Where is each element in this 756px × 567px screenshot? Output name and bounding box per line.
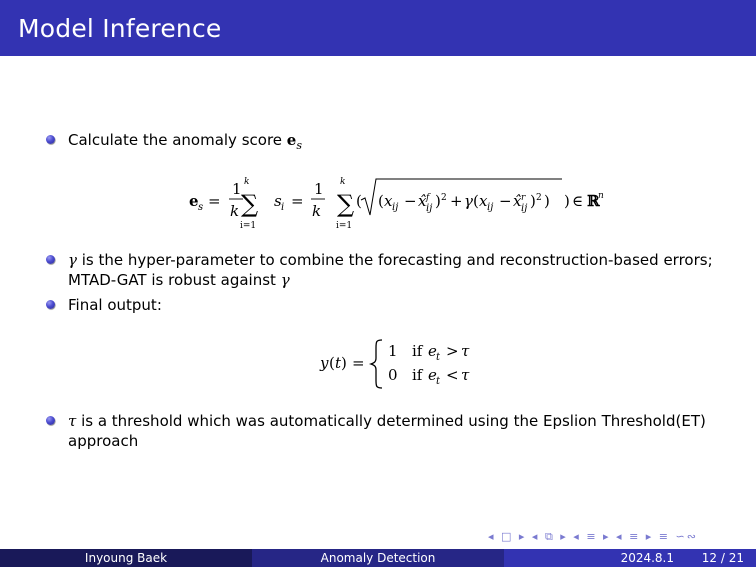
svg-text:γ: γ (464, 192, 473, 210)
svg-text:x: x (384, 192, 393, 210)
svg-text:ij: ij (426, 203, 433, 214)
beamer-navigation-icons[interactable]: ◂ □ ▸ ◂ ⧉ ▸ ◂ ≡ ▸ ◂ ≡ ▸ ≡ ∽∾ (488, 530, 698, 543)
footer-page-number: 12 / 21 (674, 549, 756, 567)
svg-text:∈: ∈ (572, 192, 584, 210)
svg-text:k: k (340, 177, 346, 187)
svg-text:>: > (446, 342, 459, 360)
output-equation (318, 336, 518, 396)
svg-text:s: s (198, 202, 204, 213)
bullet-icon (46, 255, 55, 264)
svg-text:t: t (335, 354, 342, 372)
svg-text:0: 0 (388, 366, 398, 384)
svg-text:if: if (412, 366, 423, 384)
svg-text:e: e (189, 192, 199, 210)
bullet-icon (46, 135, 55, 144)
svg-text:): ) (435, 192, 441, 210)
svg-text:1: 1 (232, 180, 242, 198)
svg-text:=: = (208, 192, 221, 210)
svg-text:ℝ: ℝ (587, 192, 600, 210)
svg-text:2: 2 (441, 193, 447, 203)
anomaly-score-equation (186, 176, 646, 236)
svg-text:k: k (244, 177, 250, 187)
svg-text:y: y (320, 354, 329, 372)
svg-text:(: ( (473, 192, 479, 210)
bullet-icon (46, 416, 55, 425)
footer-bar (0, 549, 756, 567)
svg-text:(: ( (329, 354, 335, 372)
svg-text:s: s (274, 192, 282, 210)
slide-title: Model Inference (18, 14, 222, 43)
svg-text:+: + (450, 192, 463, 210)
svg-text:τ: τ (461, 366, 470, 384)
svg-text:i=1: i=1 (240, 221, 257, 231)
tau-symbol: τ (68, 412, 77, 430)
svg-text:ij: ij (392, 202, 399, 213)
gamma-symbol: γ (68, 251, 77, 269)
svg-text:−: − (404, 192, 417, 210)
svg-text:t: t (436, 376, 441, 387)
svg-text:): ) (341, 354, 347, 372)
svg-text:1: 1 (314, 180, 324, 198)
svg-text:): ) (564, 192, 570, 210)
svg-text:i=1: i=1 (336, 221, 353, 231)
svg-text:k: k (312, 202, 322, 220)
bullet-4-line-2: approach (68, 432, 139, 450)
title-bar (0, 0, 756, 56)
gamma-symbol: γ (280, 271, 290, 289)
bullet-1-label: Calculate the anomaly score (68, 131, 283, 149)
svg-text:x: x (479, 192, 488, 210)
svg-text:∑: ∑ (337, 190, 355, 218)
svg-text:n: n (598, 191, 604, 201)
footer-topic: Anomaly Detection (252, 549, 504, 567)
svg-text:f: f (426, 193, 430, 203)
bullet-2-line-1: γ is the hyper-parameter to combine the forecasting and reconstruction-based errors; (68, 251, 713, 269)
footer-date: 2024.8.1 (504, 549, 674, 567)
svg-text:x̂: x̂ (513, 192, 522, 210)
svg-text:−: − (499, 192, 512, 210)
svg-text:ij: ij (521, 203, 528, 214)
svg-text:(: ( (356, 192, 362, 210)
svg-text:k: k (230, 202, 240, 220)
svg-text:1: 1 (388, 342, 398, 360)
svg-text:τ: τ (461, 342, 470, 360)
svg-text:): ) (530, 192, 536, 210)
footer-author: Inyoung Baek (0, 549, 252, 567)
svg-text:): ) (544, 192, 550, 210)
svg-text:=: = (352, 354, 365, 372)
svg-text:e: e (428, 366, 437, 384)
bullet-1-text (68, 130, 302, 156)
svg-text:ij: ij (487, 202, 494, 213)
svg-text:x̂: x̂ (418, 192, 427, 210)
bullet-3-text: Final output: (68, 296, 162, 314)
svg-text:t: t (436, 352, 441, 363)
svg-text:e: e (428, 342, 437, 360)
bullet-icon (46, 300, 55, 309)
bullet-2-line-2: MTAD-GAT is robust against γ (68, 271, 290, 289)
score-symbol: $e_s$ (286, 131, 302, 152)
svg-text:if: if (412, 342, 423, 360)
svg-text:<: < (446, 366, 459, 384)
svg-text:i: i (281, 202, 285, 213)
svg-text:=: = (291, 192, 304, 210)
svg-text:r: r (521, 193, 526, 203)
bullet-4-line-1: τ is a threshold which was automatically determined using the Epslion Threshold(ET) (68, 412, 706, 430)
svg-text:(: ( (378, 192, 384, 210)
svg-text:2: 2 (536, 193, 542, 203)
svg-text:∑: ∑ (241, 190, 259, 218)
